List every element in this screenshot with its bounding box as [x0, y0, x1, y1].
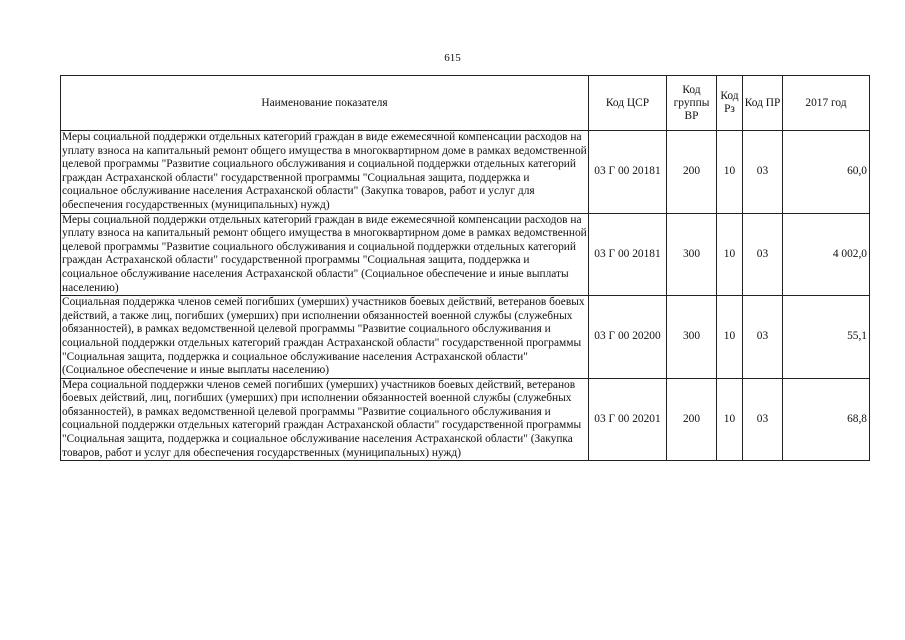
row-pr: 03 [743, 378, 783, 461]
table-row [61, 213, 870, 296]
row-amount: 60,0 [783, 131, 870, 214]
page-number: 615 [444, 52, 461, 64]
row-vr: 200 [667, 378, 717, 461]
row-pr: 03 [743, 296, 783, 379]
row-vr: 300 [667, 213, 717, 296]
row-csr: 03 Г 00 20200 [589, 296, 667, 379]
row-vr: 300 [667, 296, 717, 379]
header-year: 2017 год [783, 76, 870, 131]
row-vr: 200 [667, 131, 717, 214]
row-csr: 03 Г 00 20181 [589, 131, 667, 214]
header-name: Наименование показателя [61, 76, 589, 131]
row-amount: 68,8 [783, 378, 870, 461]
row-amount: 55,1 [783, 296, 870, 379]
row-rz: 10 [717, 378, 743, 461]
row-name: Мера социальной поддержки членов семей погибших (умерших) участников боевых действий, ветеранов боевых действий, лиц, погибших (умерших) при исполнении обязанностей военной службы (служебных обязанностей), в рамках ведомственной целевой программы "Развитие социального обслуживания и социальной поддержки отдельных категорий граждан Астраханской области" государственной программы "Социальная защита, поддержка и социальное обслуживание населения Астраханской области" (Закупка товаров, работ и услуг для обеспечения государственных (муниципальных) нужд) [61, 378, 589, 461]
table-row [61, 296, 870, 379]
row-name: Меры социальной поддержки отдельных категорий граждан в виде ежемесячной компенсации расходов на уплату взноса на капитальный ремонт общего имущества в многоквартирном доме в рамках ведомственной целевой программы "Развитие социального обслуживания и социальной поддержки отдельных категорий граждан Астраханской области" государственной программы "Социальная защита, поддержка и социальное обслуживание населения Астраханской области" (Социальное обеспечение и иные выплаты населению) [61, 213, 589, 296]
header-vr: Код группы ВР [667, 76, 717, 131]
table-header-row [61, 76, 870, 131]
table-row [61, 378, 870, 461]
table-row [61, 131, 870, 214]
row-name: Меры социальной поддержки отдельных категорий граждан в виде ежемесячной компенсации расходов на уплату взноса на капитальный ремонт общего имущества в многоквартирном доме в рамках ведомственной целевой программы "Развитие социального обслуживания и социальной поддержки отдельных категорий граждан Астраханской области" государственной программы "Социальная защита, поддержка и социальное обслуживание населения Астраханской области" (Закупка товаров, работ и услуг для обеспечения государственных (муниципальных) нужд) [61, 131, 589, 214]
row-name: Социальная поддержка членов семей погибших (умерших) участников боевых действий, ветеранов боевых действий, а также лиц, погибших (умерших) при исполнении обязанностей военной службы (служебных обязанностей), в рамках ведомственной целевой программы "Развитие социального обслуживания и социальной поддержки отдельных категорий граждан Астраханской области" государственной программы "Социальная защита, поддержка и социальное обслуживание населения Астраханской области" (Социальное обеспечение и иные выплаты населению) [61, 296, 589, 379]
header-pr: Код ПР [743, 76, 783, 131]
row-pr: 03 [743, 213, 783, 296]
budget-table [60, 75, 870, 461]
row-pr: 03 [743, 131, 783, 214]
row-rz: 10 [717, 296, 743, 379]
row-rz: 10 [717, 213, 743, 296]
row-amount: 4 002,0 [783, 213, 870, 296]
row-csr: 03 Г 00 20201 [589, 378, 667, 461]
header-rz: Код Рз [717, 76, 743, 131]
row-csr: 03 Г 00 20181 [589, 213, 667, 296]
header-csr: Код ЦСР [589, 76, 667, 131]
row-rz: 10 [717, 131, 743, 214]
